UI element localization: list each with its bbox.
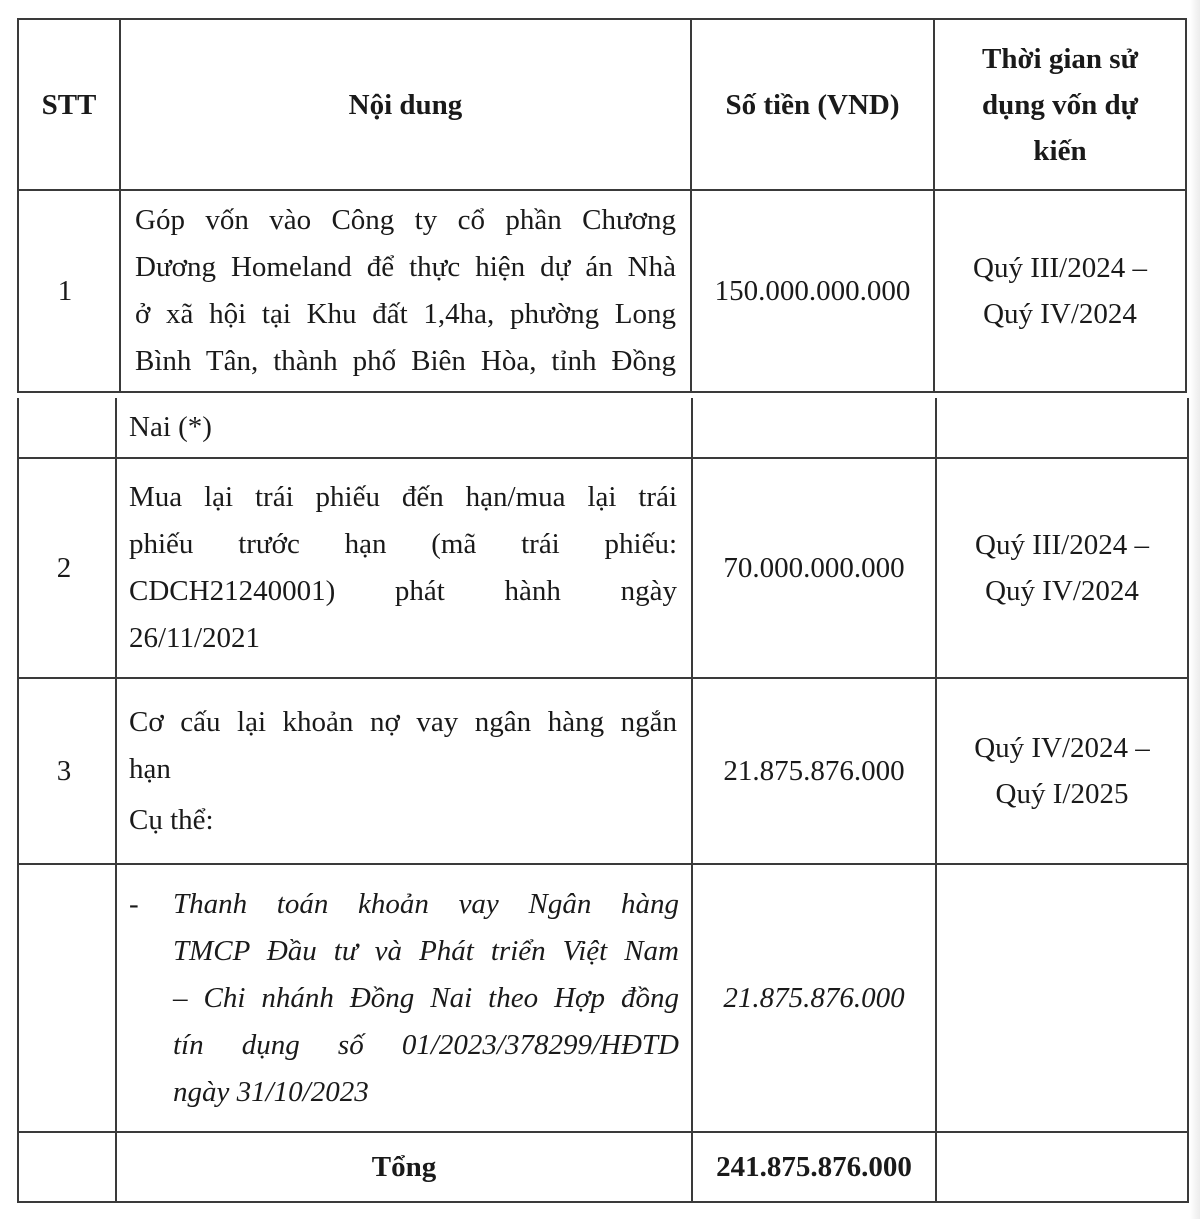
table-header-row xyxy=(18,19,1186,190)
row-2-content-line-4: 26/11/2021 xyxy=(129,622,261,654)
row-1-content-continued-text: Nai (*) xyxy=(129,411,212,443)
bullet-line-3: – Chi nhánh Đồng Nai theo Hợp đồng xyxy=(173,981,679,1014)
total-amount: 241.875.876.000 xyxy=(692,1132,936,1202)
bullet-item xyxy=(117,881,691,1116)
row-1-time-continued xyxy=(936,398,1188,458)
row-1-content-line-1: Góp vốn vào Công ty cổ phần Chương xyxy=(135,204,676,236)
row-3-stt: 3 xyxy=(18,678,116,864)
header-time-line-3: kiến xyxy=(1033,134,1087,167)
row-3a-stt xyxy=(18,864,116,1132)
row-1-content-line-2: Dương Homeland để thực hiện dự án Nhà xyxy=(135,251,676,283)
header-time-line-1: Thời gian sử xyxy=(982,42,1138,75)
bullet-line-5: ngày 31/10/2023 xyxy=(173,1075,369,1108)
row-3-content-line-1: Cơ cấu lại khoản nợ vay ngân hàng ngắn xyxy=(129,705,677,738)
row-1-time-line-1: Quý III/2024 – xyxy=(973,252,1147,284)
row-2-content-line-2: phiếu trước hạn (mã trái phiếu: xyxy=(129,528,677,560)
bullet-line-4: tín dụng số 01/2023/378299/HĐTD xyxy=(173,1028,679,1061)
bullet-text xyxy=(173,881,679,1116)
row-3-time xyxy=(936,678,1188,864)
row-1-time-line-2: Quý IV/2024 xyxy=(983,298,1137,330)
allocation-table-part-2 xyxy=(17,398,1189,1203)
bullet-line-1: Thanh toán khoản vay Ngân hàng xyxy=(173,887,679,920)
row-2-content xyxy=(116,458,692,678)
row-3-content xyxy=(116,678,692,864)
header-amount: Số tiền (VND) xyxy=(691,19,934,190)
row-1-content-line-4: Bình Tân, thành phố Biên Hòa, tỉnh Đồng xyxy=(135,345,676,377)
row-2-time-line-1: Quý III/2024 – xyxy=(975,529,1149,561)
row-2-amount: 70.000.000.000 xyxy=(692,458,936,678)
header-content: Nội dung xyxy=(120,19,691,190)
row-3a-content xyxy=(116,864,692,1132)
total-stt xyxy=(18,1132,116,1202)
row-3-content-line-2: hạn xyxy=(129,752,171,785)
row-2-stt: 2 xyxy=(18,458,116,678)
row-2-content-line-3: CDCH21240001) phát hành ngày xyxy=(129,575,677,607)
row-1-amount-continued xyxy=(692,398,936,458)
row-1-content-continued xyxy=(116,398,692,458)
row-1-stt-continued xyxy=(18,398,116,458)
table-row xyxy=(18,678,1188,864)
row-3-content-sub: Cụ thể: xyxy=(129,803,214,836)
page-edge-shadow xyxy=(1190,0,1200,1219)
row-2-time-line-2: Quý IV/2024 xyxy=(985,575,1139,607)
total-label: Tổng xyxy=(116,1132,692,1202)
bullet-dash: - xyxy=(129,887,139,920)
header-time xyxy=(934,19,1186,190)
table-row xyxy=(18,864,1188,1132)
allocation-table-part-1 xyxy=(17,18,1187,393)
row-3-time-line-2: Quý I/2025 xyxy=(995,778,1129,810)
table-total-row xyxy=(18,1132,1188,1202)
row-1-amount: 150.000.000.000 xyxy=(691,190,934,392)
row-3a-amount: 21.875.876.000 xyxy=(692,864,936,1132)
table-row xyxy=(18,190,1186,392)
total-time xyxy=(936,1132,1188,1202)
row-1-time xyxy=(934,190,1186,392)
row-1-content-line-3: ở xã hội tại Khu đất 1,4ha, phường Long xyxy=(135,298,676,330)
bullet-line-2: TMCP Đầu tư và Phát triển Việt Nam xyxy=(173,934,679,967)
table-row-continuation xyxy=(18,398,1188,458)
row-3a-time xyxy=(936,864,1188,1132)
row-1-stt: 1 xyxy=(18,190,120,392)
header-stt: STT xyxy=(18,19,120,190)
row-2-content-line-1: Mua lại trái phiếu đến hạn/mua lại trái xyxy=(129,481,677,513)
row-1-content xyxy=(120,190,691,392)
row-2-time xyxy=(936,458,1188,678)
header-time-line-2: dụng vốn dự xyxy=(981,88,1139,121)
table-row xyxy=(18,458,1188,678)
row-3-amount: 21.875.876.000 xyxy=(692,678,936,864)
row-3-time-line-1: Quý IV/2024 – xyxy=(974,732,1150,764)
